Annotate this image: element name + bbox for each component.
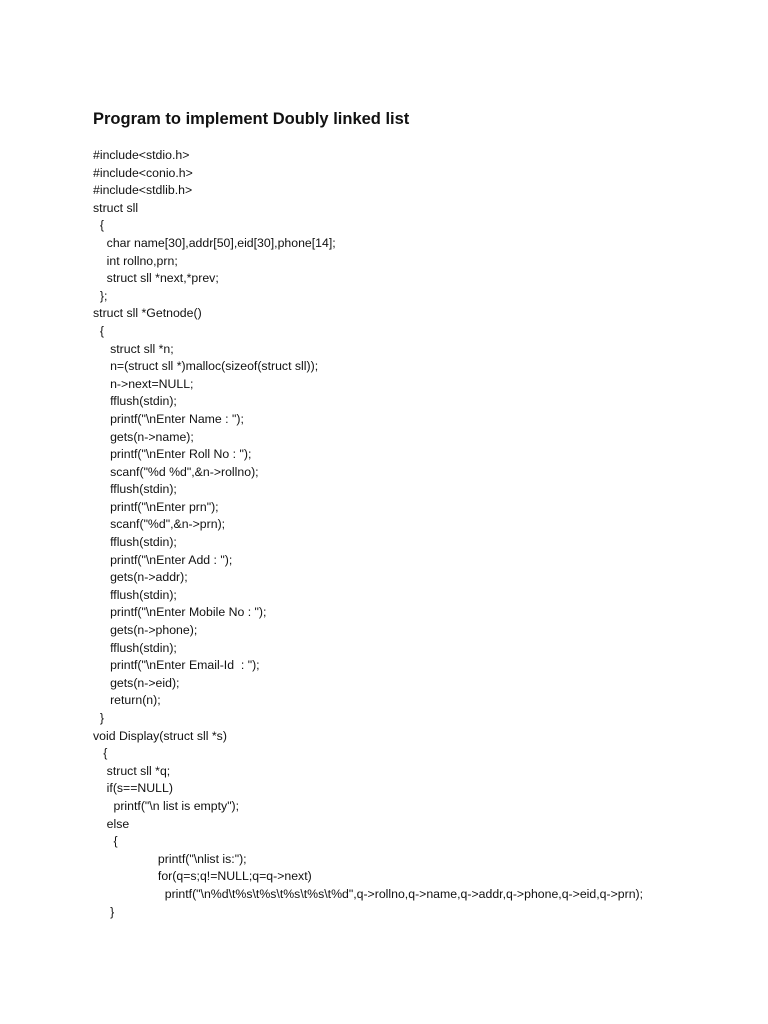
code-line: { xyxy=(93,323,104,338)
code-line: for(q=s;q!=NULL;q=q->next) xyxy=(93,869,312,884)
code-line: #include<conio.h> xyxy=(93,165,193,180)
code-line: fflush(stdin); xyxy=(93,535,177,550)
code-line: struct sll *Getnode() xyxy=(93,306,202,321)
code-line: gets(n->eid); xyxy=(93,675,180,690)
code-line: fflush(stdin); xyxy=(93,394,177,409)
code-line: struct sll *next,*prev; xyxy=(93,271,219,286)
code-line: printf("\nEnter Add : "); xyxy=(93,552,233,567)
code-line: else xyxy=(93,816,130,831)
code-line: #include<stdio.h> xyxy=(93,148,190,162)
code-line: struct sll xyxy=(93,200,139,215)
code-line: gets(n->phone); xyxy=(93,623,198,638)
code-line: fflush(stdin); xyxy=(93,482,177,497)
code-line: int rollno,prn; xyxy=(93,253,178,268)
code-line: struct sll *n; xyxy=(93,341,174,356)
code-line: }; xyxy=(93,288,108,303)
code-line: if(s==NULL) xyxy=(93,781,173,796)
code-line: void Display(struct sll *s) xyxy=(93,728,227,743)
code-line: gets(n->name); xyxy=(93,429,194,444)
code-line: fflush(stdin); xyxy=(93,587,177,602)
code-line: struct sll *q; xyxy=(93,763,171,778)
code-line: n=(struct sll *)malloc(sizeof(struct sll)); xyxy=(93,359,319,374)
code-line: printf("\n list is empty"); xyxy=(93,798,240,813)
code-line: { xyxy=(93,834,118,849)
code-line: scanf("%d %d",&n->rollno); xyxy=(93,464,259,479)
code-line: char name[30],addr[50],eid[30],phone[14]; xyxy=(93,235,336,250)
code-line: gets(n->addr); xyxy=(93,570,188,585)
code-line: printf("\nEnter Name : "); xyxy=(93,411,244,426)
code-line: { xyxy=(93,218,104,233)
document-title: Program to implement Doubly linked list xyxy=(93,110,410,128)
code-line: printf("\n%d\t%s\t%s\t%s\t%s\t%d",q->rollno,q->name,q->addr,q->phone,q->eid,q->prn); xyxy=(93,886,644,901)
code-block xyxy=(93,147,643,921)
code-line: n->next=NULL; xyxy=(93,376,194,391)
code-line: } xyxy=(93,711,104,725)
code-line: { xyxy=(93,746,108,761)
code-line: return(n); xyxy=(93,693,161,708)
code-line: fflush(stdin); xyxy=(93,640,177,655)
code-line: #include<stdlib.h> xyxy=(93,183,193,198)
code-line: printf("\nEnter Roll No : "); xyxy=(93,447,252,462)
code-line: scanf("%d",&n->prn); xyxy=(93,517,226,532)
code-line: printf("\nlist is:"); xyxy=(93,851,247,866)
code-line: printf("\nEnter Email-Id : "); xyxy=(93,658,260,673)
code-line: printf("\nEnter prn"); xyxy=(93,499,219,514)
code-line: } xyxy=(93,904,115,919)
code-line: printf("\nEnter Mobile No : "); xyxy=(93,605,267,620)
